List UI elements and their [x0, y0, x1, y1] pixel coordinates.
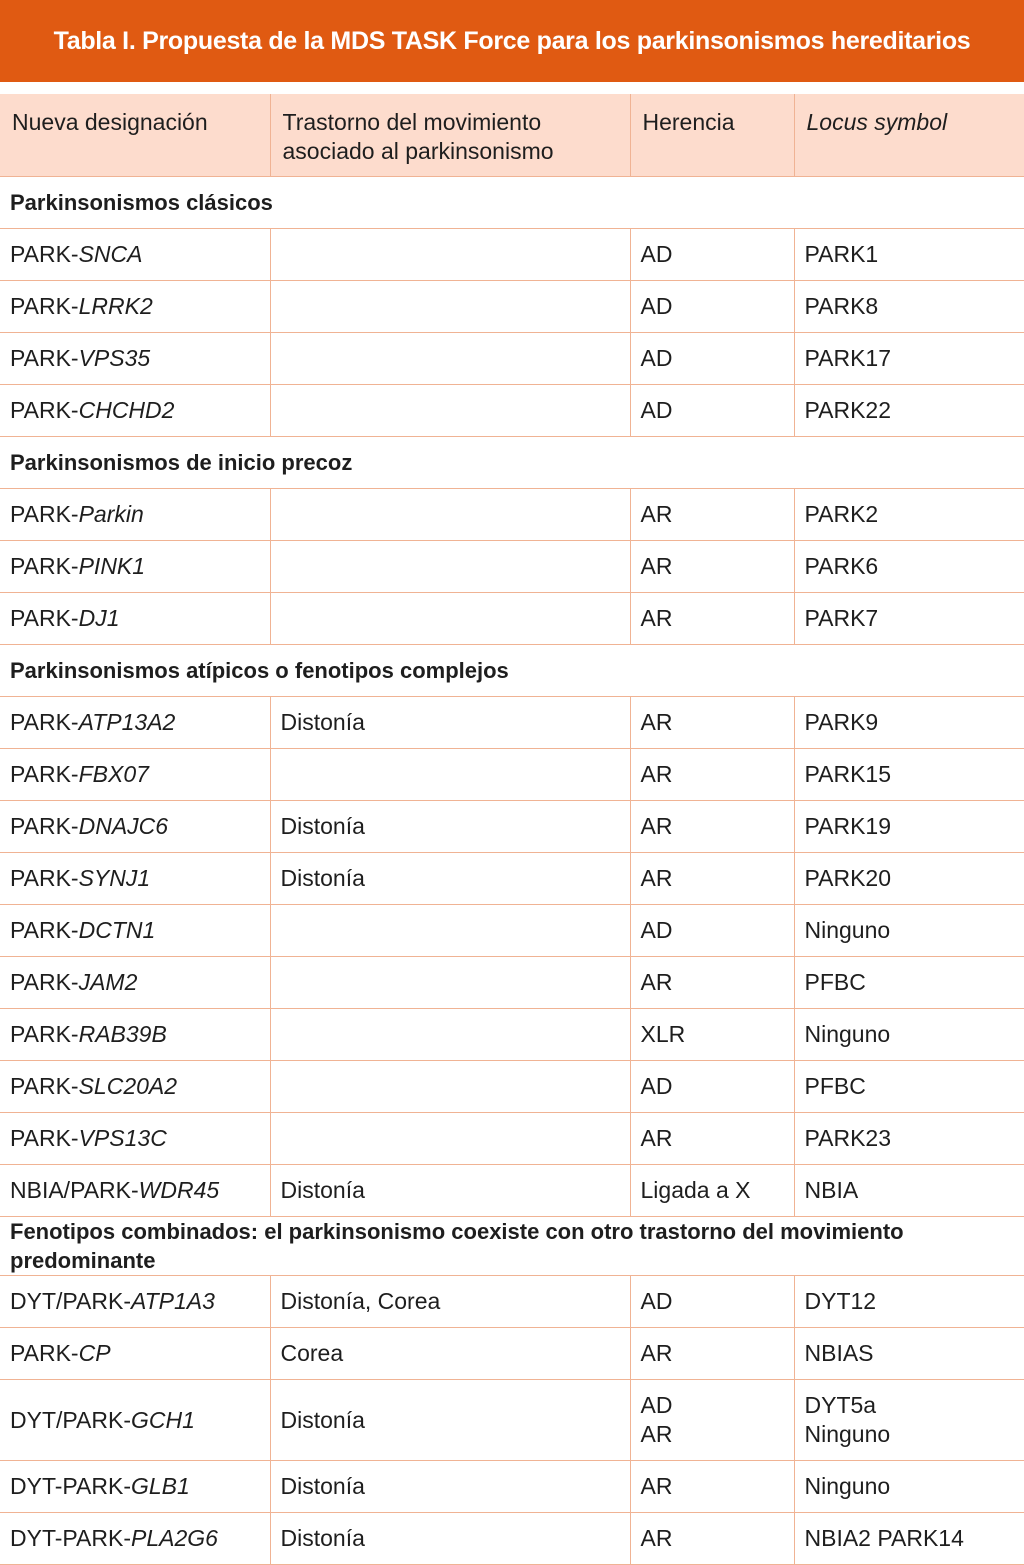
table-title: Tabla I. Propuesta de la MDS TASK Force para los parkinsonismos hereditarios [0, 0, 1024, 82]
movement-disorder-cell: Distonía [270, 1461, 630, 1513]
inheritance-value: AR [640, 1525, 673, 1551]
inheritance-value: AR [640, 1473, 673, 1499]
table-row [0, 1380, 1024, 1461]
designation-cell [0, 281, 270, 333]
gene-name: SYNJ1 [78, 865, 151, 891]
designation-cell [0, 229, 270, 281]
locus-symbol-cell [794, 905, 1024, 957]
locus-value: PARK17 [804, 345, 892, 371]
table-row [0, 1061, 1024, 1113]
inheritance-cell [630, 333, 794, 385]
locus-value: NBIA [804, 1177, 859, 1203]
section-row [0, 645, 1024, 697]
movement-disorder-cell: Corea [270, 1328, 630, 1380]
gene-name: GCH1 [130, 1406, 195, 1433]
movement-disorder-cell: Distonía [270, 1380, 630, 1461]
locus-value: PARK23 [804, 1125, 892, 1151]
locus-symbol-cell [794, 541, 1024, 593]
table-row [0, 229, 1024, 281]
locus-symbol-cell [794, 1513, 1024, 1565]
locus-value: PARK15 [804, 761, 892, 787]
locus-value: NBIAS [804, 1340, 874, 1366]
designation-cell [0, 489, 270, 541]
locus-value: PARK9 [804, 709, 879, 735]
inheritance-value: Ligada a X [640, 1177, 751, 1203]
locus-symbol-cell [794, 1061, 1024, 1113]
inheritance-value: AR [640, 709, 673, 735]
inheritance-cell [630, 385, 794, 437]
inheritance-cell [630, 281, 794, 333]
table-row [0, 749, 1024, 801]
designation-prefix: PARK- [10, 917, 79, 943]
designation-prefix: PARK- [10, 397, 79, 423]
header-inheritance: Herencia [630, 94, 794, 177]
locus-symbol-cell [794, 1276, 1024, 1328]
table-row [0, 1328, 1024, 1380]
designation-cell [0, 1513, 270, 1565]
locus-symbol-cell [794, 1165, 1024, 1217]
gene-name: SLC20A2 [78, 1073, 178, 1099]
movement-disorder-cell [270, 229, 630, 281]
inheritance-value: AR [640, 501, 673, 527]
designation-prefix: PARK- [10, 969, 79, 995]
locus-symbol-cell [794, 697, 1024, 749]
table-row [0, 697, 1024, 749]
inheritance-value: AR [640, 1125, 673, 1151]
gene-name: VPS35 [78, 345, 151, 371]
inheritance-value: AR [640, 1421, 673, 1447]
designation-prefix: PARK- [10, 865, 79, 891]
movement-disorder-cell [270, 593, 630, 645]
gene-name: ATP13A2 [78, 709, 176, 735]
movement-disorder-cell [270, 1009, 630, 1061]
movement-disorder-cell: Distonía [270, 801, 630, 853]
inheritance-value: AR [640, 761, 673, 787]
gene-name: VPS13C [78, 1125, 167, 1151]
table-row [0, 593, 1024, 645]
designation-prefix: PARK- [10, 241, 79, 267]
table-row [0, 385, 1024, 437]
designation-cell [0, 593, 270, 645]
table-row [0, 489, 1024, 541]
designation-prefix: PARK- [10, 761, 79, 787]
inheritance-value: AD [640, 293, 673, 319]
locus-symbol-cell [794, 229, 1024, 281]
designation-cell [0, 385, 270, 437]
locus-symbol-cell [794, 853, 1024, 905]
locus-value: PARK20 [804, 865, 892, 891]
movement-disorder-cell: Distonía, Corea [270, 1276, 630, 1328]
inheritance-cell [630, 229, 794, 281]
locus-value: Ninguno [804, 917, 891, 943]
inheritance-cell [630, 1009, 794, 1061]
designation-prefix: PARK- [10, 1340, 79, 1366]
movement-disorder-cell: Distonía [270, 853, 630, 905]
movement-disorder-cell [270, 1113, 630, 1165]
designation-prefix: PARK- [10, 709, 79, 735]
locus-value: PARK22 [804, 397, 892, 423]
gene-name: PLA2G6 [130, 1525, 218, 1551]
inheritance-cell [630, 801, 794, 853]
inheritance-cell [630, 1380, 794, 1461]
locus-value: PARK8 [804, 293, 879, 319]
gene-name: Parkin [78, 501, 144, 527]
locus-symbol-cell [794, 593, 1024, 645]
gene-name: FBX07 [78, 761, 149, 787]
inheritance-cell [630, 957, 794, 1009]
locus-value: PFBC [804, 969, 866, 995]
section-title: Fenotipos combinados: el parkinsonismo coexiste con otro trastorno del movimiento predominante [0, 1217, 1024, 1276]
hereditary-parkinsonism-table [0, 94, 1024, 1565]
inheritance-cell [630, 1513, 794, 1565]
locus-value: PARK19 [804, 813, 892, 839]
locus-value: DYT12 [804, 1288, 877, 1314]
designation-prefix: PARK- [10, 605, 79, 631]
designation-prefix: PARK- [10, 293, 79, 319]
inheritance-value: AD [640, 345, 673, 371]
gene-name: CHCHD2 [78, 397, 175, 423]
inheritance-cell [630, 697, 794, 749]
inheritance-value: AR [640, 865, 673, 891]
inheritance-value: AD [640, 1288, 673, 1314]
designation-cell [0, 1380, 270, 1461]
gene-name: DCTN1 [78, 917, 156, 943]
inheritance-cell [630, 749, 794, 801]
table-body [0, 177, 1024, 1565]
designation-cell [0, 1328, 270, 1380]
inheritance-value: AR [640, 813, 673, 839]
locus-value: PARK7 [804, 605, 879, 631]
header-new-designation: Nueva designación [0, 94, 270, 177]
locus-symbol-cell [794, 1461, 1024, 1513]
inheritance-cell [630, 593, 794, 645]
gene-name: DNAJC6 [78, 813, 169, 839]
movement-disorder-cell [270, 333, 630, 385]
designation-cell [0, 1461, 270, 1513]
locus-value: Ninguno [804, 1473, 891, 1499]
designation-cell [0, 801, 270, 853]
header-movement-disorder-line2: asociado al parkinsonismo [282, 138, 554, 164]
table-row [0, 1165, 1024, 1217]
gene-name: SNCA [78, 241, 143, 267]
movement-disorder-cell [270, 1061, 630, 1113]
movement-disorder-cell: Distonía [270, 1513, 630, 1565]
designation-cell [0, 957, 270, 1009]
gene-name: JAM2 [78, 969, 138, 995]
locus-value: PARK6 [804, 553, 879, 579]
section-row [0, 437, 1024, 489]
table-row [0, 853, 1024, 905]
inheritance-cell [630, 1113, 794, 1165]
gene-name: DJ1 [78, 605, 120, 631]
table-row [0, 1276, 1024, 1328]
locus-symbol-cell [794, 1328, 1024, 1380]
gene-name: ATP1A3 [130, 1288, 215, 1314]
designation-prefix: PARK- [10, 501, 79, 527]
movement-disorder-cell: Distonía [270, 1165, 630, 1217]
movement-disorder-cell [270, 749, 630, 801]
inheritance-value: AR [640, 1340, 673, 1366]
locus-value: PFBC [804, 1073, 866, 1099]
table-row [0, 1513, 1024, 1565]
designation-prefix: PARK- [10, 1125, 79, 1151]
designation-cell [0, 905, 270, 957]
designation-cell [0, 1165, 270, 1217]
gene-name: PINK1 [78, 553, 146, 579]
designation-cell [0, 1276, 270, 1328]
designation-prefix: DYT/PARK- [10, 1288, 131, 1314]
locus-value: DYT5a [804, 1392, 877, 1418]
gene-name: RAB39B [78, 1021, 167, 1047]
inheritance-value: AR [640, 969, 673, 995]
section-row [0, 1217, 1024, 1276]
table-row [0, 541, 1024, 593]
locus-symbol-cell [794, 749, 1024, 801]
locus-value: PARK2 [804, 501, 879, 527]
inheritance-value: AR [640, 553, 673, 579]
inheritance-value: AD [640, 917, 673, 943]
designation-cell [0, 1009, 270, 1061]
designation-prefix: PARK- [10, 553, 79, 579]
inheritance-cell [630, 1328, 794, 1380]
section-title: Parkinsonismos clásicos [0, 177, 1024, 229]
gene-name: GLB1 [130, 1473, 190, 1499]
table-row [0, 905, 1024, 957]
table-row [0, 957, 1024, 1009]
inheritance-value: AD [640, 1392, 673, 1418]
designation-prefix: DYT-PARK- [10, 1473, 131, 1499]
header-locus-symbol: Locus symbol [794, 94, 1024, 177]
locus-value: NBIA2 PARK14 [804, 1525, 964, 1551]
locus-value: PARK1 [804, 241, 879, 267]
table-row [0, 1461, 1024, 1513]
header-movement-disorder [270, 94, 630, 177]
gene-name: CP [78, 1340, 111, 1366]
designation-cell [0, 1061, 270, 1113]
designation-cell [0, 333, 270, 385]
inheritance-value: AD [640, 241, 673, 267]
table-row [0, 1113, 1024, 1165]
movement-disorder-cell [270, 489, 630, 541]
designation-cell [0, 697, 270, 749]
locus-symbol-cell [794, 281, 1024, 333]
designation-cell [0, 853, 270, 905]
locus-symbol-cell [794, 1380, 1024, 1461]
locus-symbol-cell [794, 1113, 1024, 1165]
locus-symbol-cell [794, 957, 1024, 1009]
movement-disorder-cell [270, 281, 630, 333]
inheritance-value: AD [640, 1073, 673, 1099]
table-row [0, 333, 1024, 385]
designation-prefix: PARK- [10, 813, 79, 839]
inheritance-cell [630, 1276, 794, 1328]
section-title: Parkinsonismos atípicos o fenotipos complejos [0, 645, 1024, 697]
inheritance-cell [630, 1061, 794, 1113]
locus-symbol-cell [794, 489, 1024, 541]
header-movement-disorder-line1: Trastorno del movimiento [282, 109, 542, 135]
locus-symbol-cell [794, 1009, 1024, 1061]
movement-disorder-cell: Distonía [270, 697, 630, 749]
designation-prefix: NBIA/PARK- [10, 1177, 139, 1203]
section-title: Parkinsonismos de inicio precoz [0, 437, 1024, 489]
movement-disorder-cell [270, 957, 630, 1009]
gene-name: LRRK2 [78, 293, 153, 319]
table-row [0, 1009, 1024, 1061]
inheritance-value: AR [640, 605, 673, 631]
table-row [0, 281, 1024, 333]
movement-disorder-cell [270, 905, 630, 957]
table-row [0, 801, 1024, 853]
designation-prefix: PARK- [10, 1073, 79, 1099]
inheritance-cell [630, 489, 794, 541]
inheritance-value: AD [640, 397, 673, 423]
movement-disorder-cell [270, 541, 630, 593]
inheritance-cell [630, 905, 794, 957]
inheritance-value: XLR [640, 1021, 686, 1047]
designation-cell [0, 541, 270, 593]
inheritance-cell [630, 853, 794, 905]
designation-prefix: PARK- [10, 345, 79, 371]
locus-value: Ninguno [804, 1421, 891, 1447]
designation-cell [0, 1113, 270, 1165]
designation-prefix: DYT/PARK- [10, 1406, 131, 1433]
designation-prefix: DYT-PARK- [10, 1525, 131, 1551]
movement-disorder-cell [270, 385, 630, 437]
designation-prefix: PARK- [10, 1021, 79, 1047]
gene-name: WDR45 [138, 1177, 220, 1203]
locus-symbol-cell [794, 385, 1024, 437]
inheritance-cell [630, 1461, 794, 1513]
inheritance-cell [630, 1165, 794, 1217]
inheritance-cell [630, 541, 794, 593]
table-header-row [0, 94, 1024, 177]
locus-symbol-cell [794, 333, 1024, 385]
locus-symbol-cell [794, 801, 1024, 853]
section-row [0, 177, 1024, 229]
locus-value: Ninguno [804, 1021, 891, 1047]
designation-cell [0, 749, 270, 801]
